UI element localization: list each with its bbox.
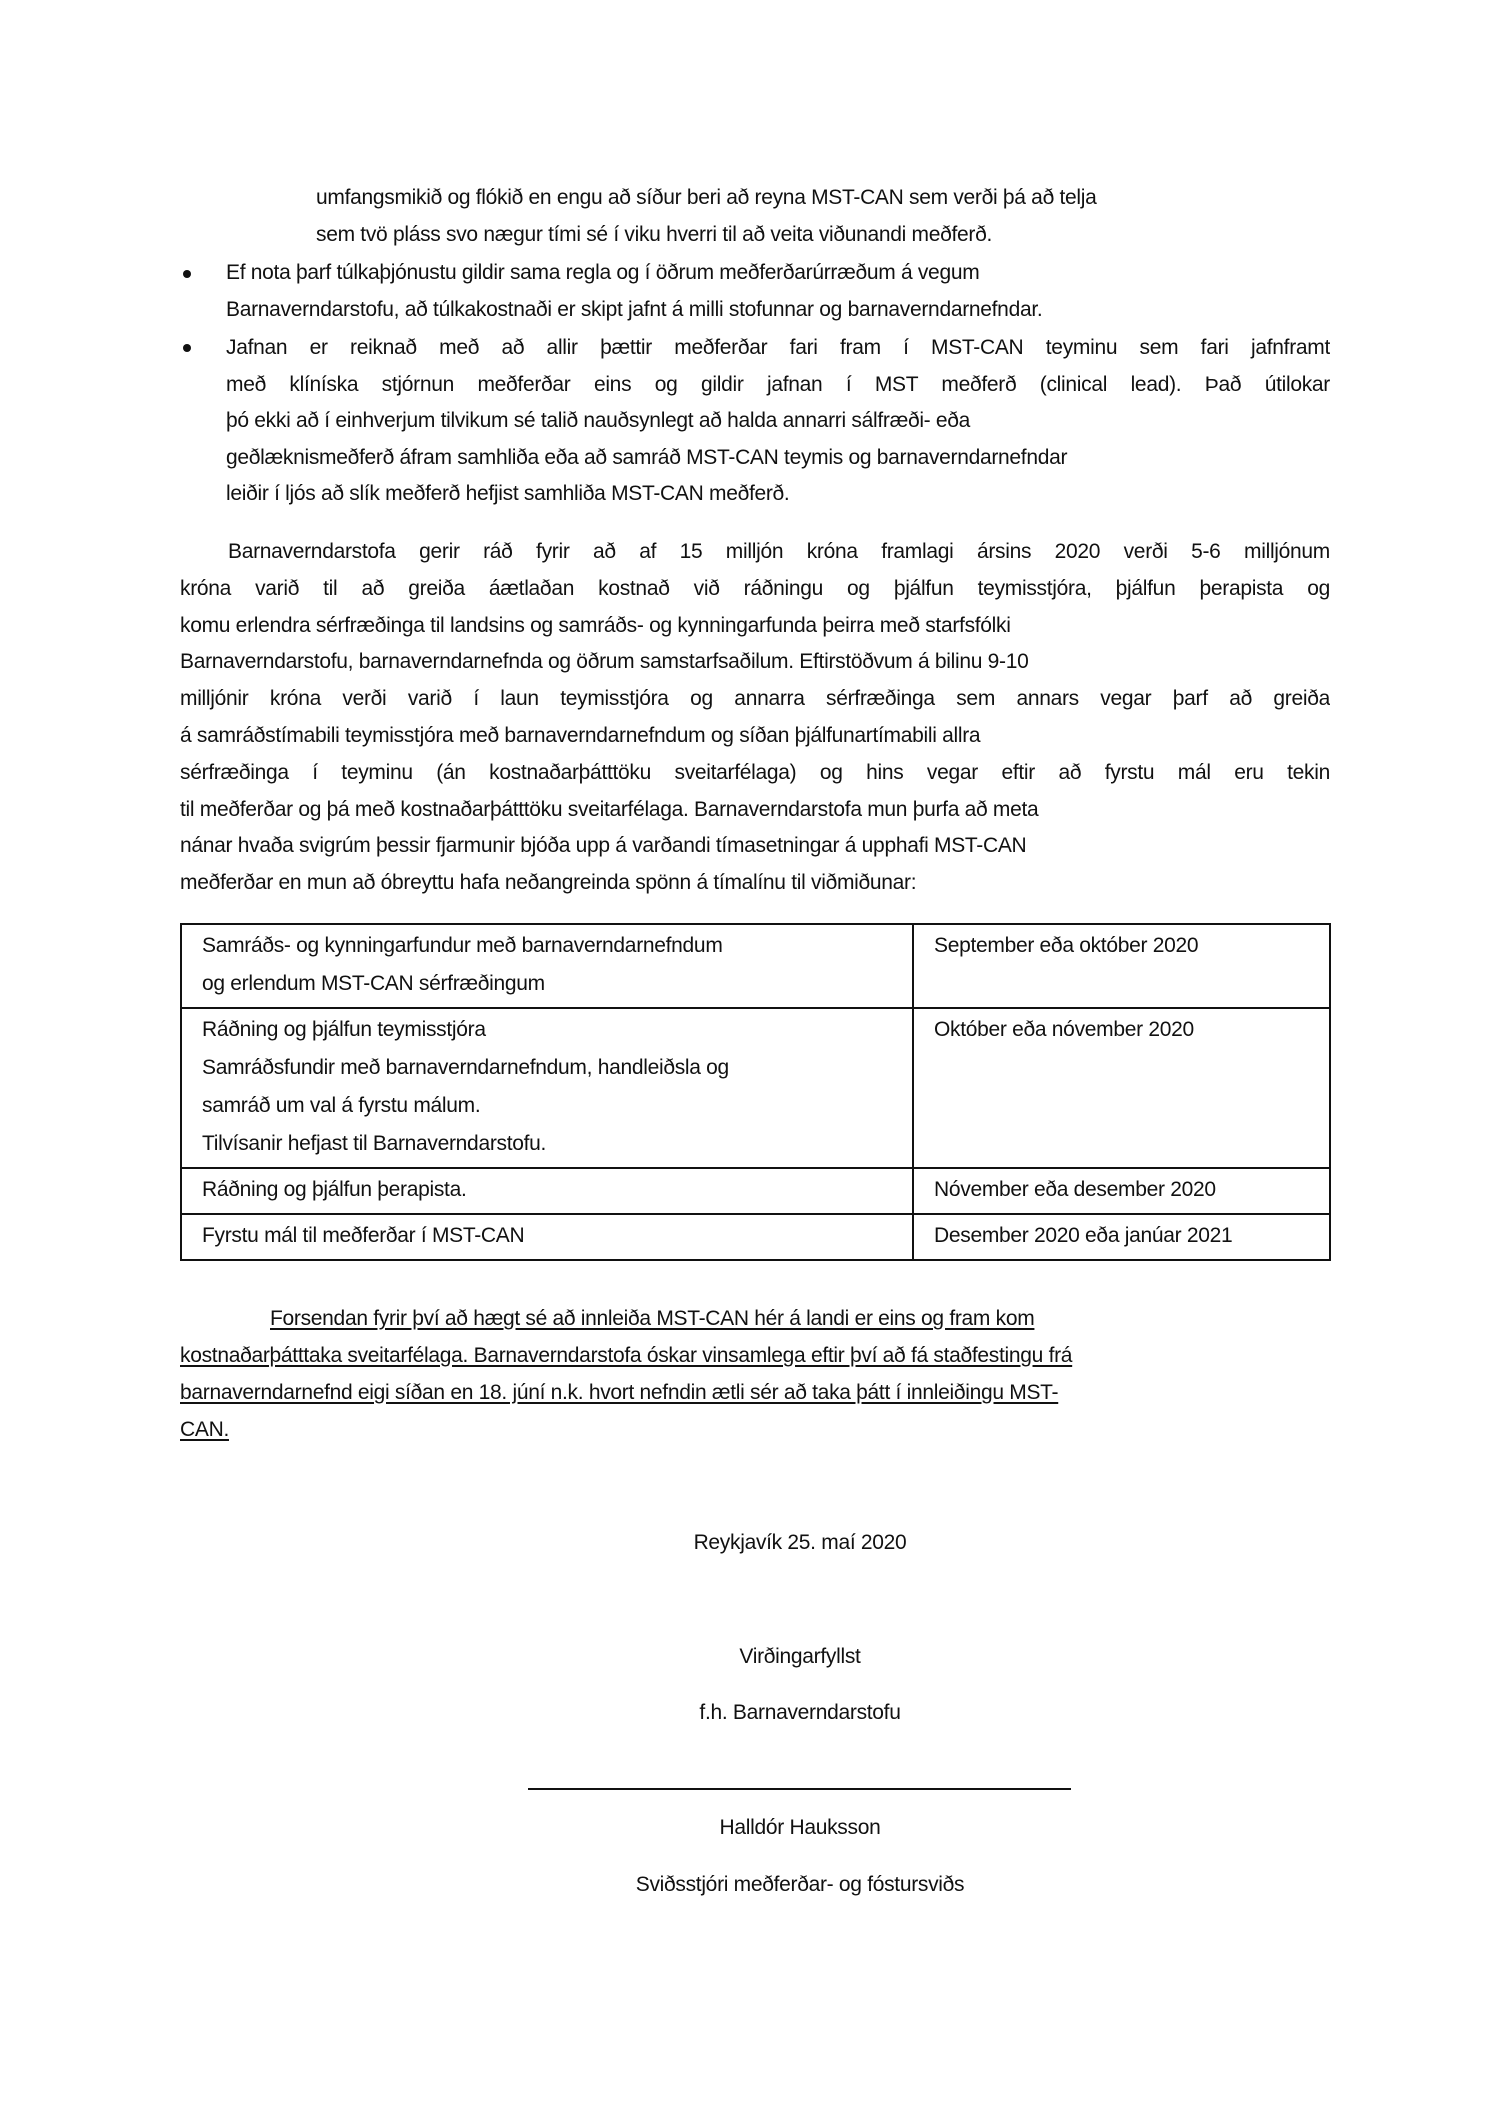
text-line: komu erlendra sérfræðinga til landsins og samráðs- og kynningarfunda þeirra með starfsfólki [180, 614, 1011, 637]
table-cell-task: Ráðning og þjálfun þerapista. [181, 1168, 913, 1214]
text-line: geðlæknismeðferð áfram samhliða eða að samráð MST-CAN teymis og barnaverndarnefndar [226, 446, 1068, 469]
text-line: Ef nota þarf túlkaþjónustu gildir sama regla og í öðrum meðferðarúrræðum á vegum [226, 261, 980, 284]
text-line: sem tvö pláss svo nægur tími sé í viku hverri til að veita viðunandi meðferð. [316, 223, 993, 246]
timeline-table [180, 923, 1331, 1261]
signer-name: Halldór Hauksson [719, 1816, 881, 1839]
table-cell-task: Samráðs- og kynningarfundur með barnaverndarnefndum og erlendum MST-CAN sérfræðingum [181, 924, 913, 1008]
table-cell-task: Ráðning og þjálfun teymisstjóra Samráðsfundir með barnaverndarnefndum, handleiðsla og samráð um val á fyrstu málum. Tilvísanir hefjast til Barnaverndarstofu. [181, 1008, 913, 1168]
text-line: kostnaðarþátttaka sveitarfélaga. Barnaverndarstofa óskar vinsamlega eftir því að fá staðfestingu frá [180, 1344, 1073, 1367]
text-line: umfangsmikið og flókið en engu að síður beri að reyna MST-CAN sem verði þá að telja [316, 186, 1097, 209]
text-line: milljónir króna verði varið í laun teymisstjóra og annarra sérfræðinga sem annars vegar þarf að greiða [180, 687, 1330, 710]
table-row [181, 1168, 1330, 1214]
table-row [181, 924, 1330, 1008]
text-line: leiðir í ljós að slík meðferð hefjist samhliða MST-CAN meðferð. [226, 482, 790, 505]
text-line: til meðferðar og þá með kostnaðarþátttöku sveitarfélaga. Barnaverndarstofa mun þurfa að meta [180, 798, 1039, 821]
text-line: sérfræðinga í teyminu (án kostnaðarþátttöku sveitarfélaga) og hins vegar eftir að fyrstu mál eru tekin [180, 761, 1330, 784]
table-cell-date: September eða október 2020 [913, 924, 1330, 1008]
text-line: Jafnan er reiknað með að allir þættir meðferðar fari fram í MST-CAN teyminu sem fari jafnframt [226, 336, 1330, 359]
text-line: nánar hvaða svigrúm þessir fjarmunir bjóða upp á varðandi tímasetningar á upphafi MST-CAN [180, 834, 1027, 857]
bullet-icon [183, 344, 191, 352]
table-cell-date: Nóvember eða desember 2020 [913, 1168, 1330, 1214]
text-line: Barnaverndarstofa gerir ráð fyrir að af 15 milljón króna framlagi ársins 2020 verði 5-6 milljónum [228, 540, 1330, 563]
place-date: Reykjavík 25. maí 2020 [693, 1531, 907, 1554]
text-line: meðferðar en mun að óbreyttu hafa neðangreinda spönn á tímalínu til viðmiðunar: [180, 871, 917, 894]
table-cell-date: Desember 2020 eða janúar 2021 [913, 1214, 1330, 1260]
text-line: á samráðstímabili teymisstjóra með barnaverndarnefndum og síðan þjálfunartímabili allra [180, 724, 981, 747]
text-line: Forsendan fyrir því að hægt sé að innleiða MST-CAN hér á landi er eins og fram kom [270, 1307, 1035, 1330]
signature-line [528, 1788, 1071, 1790]
regards: Virðingarfyllst [739, 1645, 861, 1668]
table-cell-date: Október eða nóvember 2020 [913, 1008, 1330, 1168]
bullet-icon [183, 270, 191, 278]
text-line: barnaverndarnefnd eigi síðan en 18. júní n.k. hvort nefndin ætli sér að taka þátt í innleiðingu MST- [180, 1381, 1059, 1404]
text-line: Barnaverndarstofu, að túlkakostnaði er skipt jafnt á milli stofunnar og barnaverndarnefndar. [226, 298, 1043, 321]
text-line: CAN. [180, 1418, 229, 1441]
table-row [181, 1008, 1330, 1168]
signer-title: Sviðsstjóri meðferðar- og fóstursviðs [635, 1873, 965, 1896]
table-row [181, 1214, 1330, 1260]
text-line: með klíníska stjórnun meðferðar eins og gildir jafnan í MST meðferð (clinical lead). Það útilokar [226, 373, 1330, 396]
text-line: króna varið til að greiða áætlaðan kostnað við ráðningu og þjálfun teymisstjóra, þjálfun þerapista og [180, 577, 1330, 600]
text-line: Barnaverndarstofu, barnaverndarnefnda og öðrum samstarfsaðilum. Eftirstöðvum á bilinu 9-10 [180, 650, 1029, 673]
text-line: þó ekki að í einhverjum tilvikum sé talið nauðsynlegt að halda annarri sálfræði- eða [226, 409, 971, 432]
table-cell-task: Fyrstu mál til meðferðar í MST-CAN [181, 1214, 913, 1260]
on-behalf: f.h. Barnaverndarstofu [699, 1701, 901, 1724]
